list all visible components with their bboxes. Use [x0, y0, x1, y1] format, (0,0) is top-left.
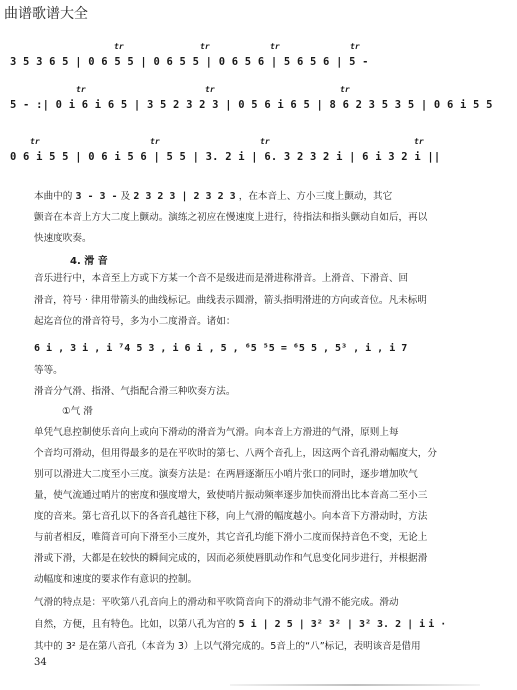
score-notes: 5 - :| 0 i 6 i 6 5 | 3 5 2 3 2 3 | 0 5 6 i 6 5 | 8 6 2 3 5 3 5 | 0 6 i 5 5: [10, 99, 493, 111]
paragraph-line: 与前者相反，唯简音可向下滑至小三度外，其它音孔均能下滑小二度而保持音色不变，无论上: [34, 532, 428, 543]
inline-notation: 2 3 2 3 | 2 3 2 3: [133, 191, 236, 202]
paragraph-line: 单凭气息控制使乐音向上或向下滑动的滑音为气滑。向本音上方滑进的气滑，原则上每: [34, 427, 399, 438]
score-notes: 0 6 i 5 5 | 0 6 i 5 6 | 5 5 | 3. 2 i | 6. 3 2 3 2 i | 6 i 3 2 i ||: [10, 151, 441, 163]
trill-mark: tr: [200, 42, 210, 51]
section-heading: 4. 滑 音: [70, 256, 108, 267]
paragraph-line: 起迄音位的滑音符号，多为小二度滑音。诸如：: [34, 316, 236, 327]
inline-notation: 3 - 3 -: [75, 191, 118, 202]
paragraph-line: 其中的 3² 是在第八音孔（本音为 3）上以气滑完成的。5音上的“八”标记，表明该音是借用: [34, 641, 421, 652]
paragraph-line: 自然，方便，且有特色。比如，以第八孔为宫的 5 i | 2 5 | 3² 3² | 3² 3. 2 | i i ·: [34, 619, 447, 630]
inline-notation: 5 i | 2 5 | 3² 3² | 3² 3. 2 | i: [238, 619, 426, 630]
trill-mark: tr: [30, 137, 40, 146]
bottom-divider: [230, 684, 480, 686]
trill-mark: tr: [114, 42, 124, 51]
trill-mark: tr: [76, 85, 86, 94]
paragraph-line: 等等。: [34, 365, 63, 376]
site-header-title: 曲谱歌谱大全: [4, 6, 88, 22]
paragraph-line: 滑或下滑，大都是在较快的瞬间完成的，因而必须使唇肌动作和气息变化同步进行，并根据滑: [34, 553, 428, 564]
paragraph-line: 气滑的特点是：平吹第八孔音向上的滑动和平吹筒音向下的滑动非气滑不能完成。滑动: [34, 597, 399, 608]
page-number: 34: [34, 657, 47, 668]
trill-mark: tr: [350, 42, 360, 51]
score-row-1: [10, 42, 472, 68]
paragraph-line: 滑音分气滑、指滑、气指配合滑三种吹奏方法。: [34, 386, 236, 397]
paragraph-line: 颤音在本音上方大二度上颤动。演练之初应在慢速度上进行，待指法和指头颤动自如后，再以: [34, 212, 428, 223]
trill-mark: tr: [340, 85, 350, 94]
trill-mark: tr: [414, 137, 424, 146]
paragraph-line: 个音均可滑动，但用得最多的是在平吹时的第七、八两个音孔上，因这两个音孔滑动幅度大，分: [34, 448, 437, 459]
paragraph-line: 别可以滑进大二度至小三度。演奏方法是：在两唇逐渐压小哨片张口的同时，逐步增加吹气: [34, 469, 418, 480]
inline-notation: i ·: [428, 619, 447, 630]
paragraph-line: 音乐进行中，本音至上方或下方某一个音不是级进而是滑进称滑音。上滑音、下滑音、回: [34, 273, 409, 284]
trill-mark: tr: [260, 137, 270, 146]
trill-mark: tr: [270, 42, 280, 51]
score-row-3: [10, 137, 472, 163]
score-row-2: [10, 85, 493, 111]
paragraph-line: 度的音来。第七音孔以下的各音孔越往下移，向上气滑的幅度越小。向本音下方滑动时，方法: [34, 511, 428, 522]
score-notes: 3 5 3 6 5 | 0 6 5 5 | 0 6 5 5 | 0 6 5 6 | 5 6 5 6 | 5 -: [10, 56, 369, 68]
paragraph-line: 快速度吹奏。: [34, 233, 92, 244]
paragraph-line: 量，使气流通过哨片的密度和强度增大，致使哨片振动频率逐步加快而滑出比本音高二至小三: [34, 490, 428, 501]
trill-mark: tr: [150, 137, 160, 146]
trill-mark: tr: [205, 85, 215, 94]
glissando-examples: 6 i , 3 i , i ⁷4 5 3 , i 6 i , 5 , ⁶5 ⁵5 = ⁶5 5 , 5³ , i , i 7: [34, 343, 408, 354]
paragraph-line: 动幅度和速度的要求作有意识的控制。: [34, 574, 198, 585]
paragraph-line: 本曲中的 3 - 3 - 及 2 3 2 3 | 2 3 2 3 ，在本音上、方小三度上颤动，其它: [34, 191, 393, 202]
paragraph-line: 滑音，符号 · 律用带箭头的曲线标记。曲线表示圆滑，箭头指明滑进的方向或音位。凡未标明: [34, 295, 427, 306]
subsection-heading: ①气 滑: [62, 406, 93, 417]
